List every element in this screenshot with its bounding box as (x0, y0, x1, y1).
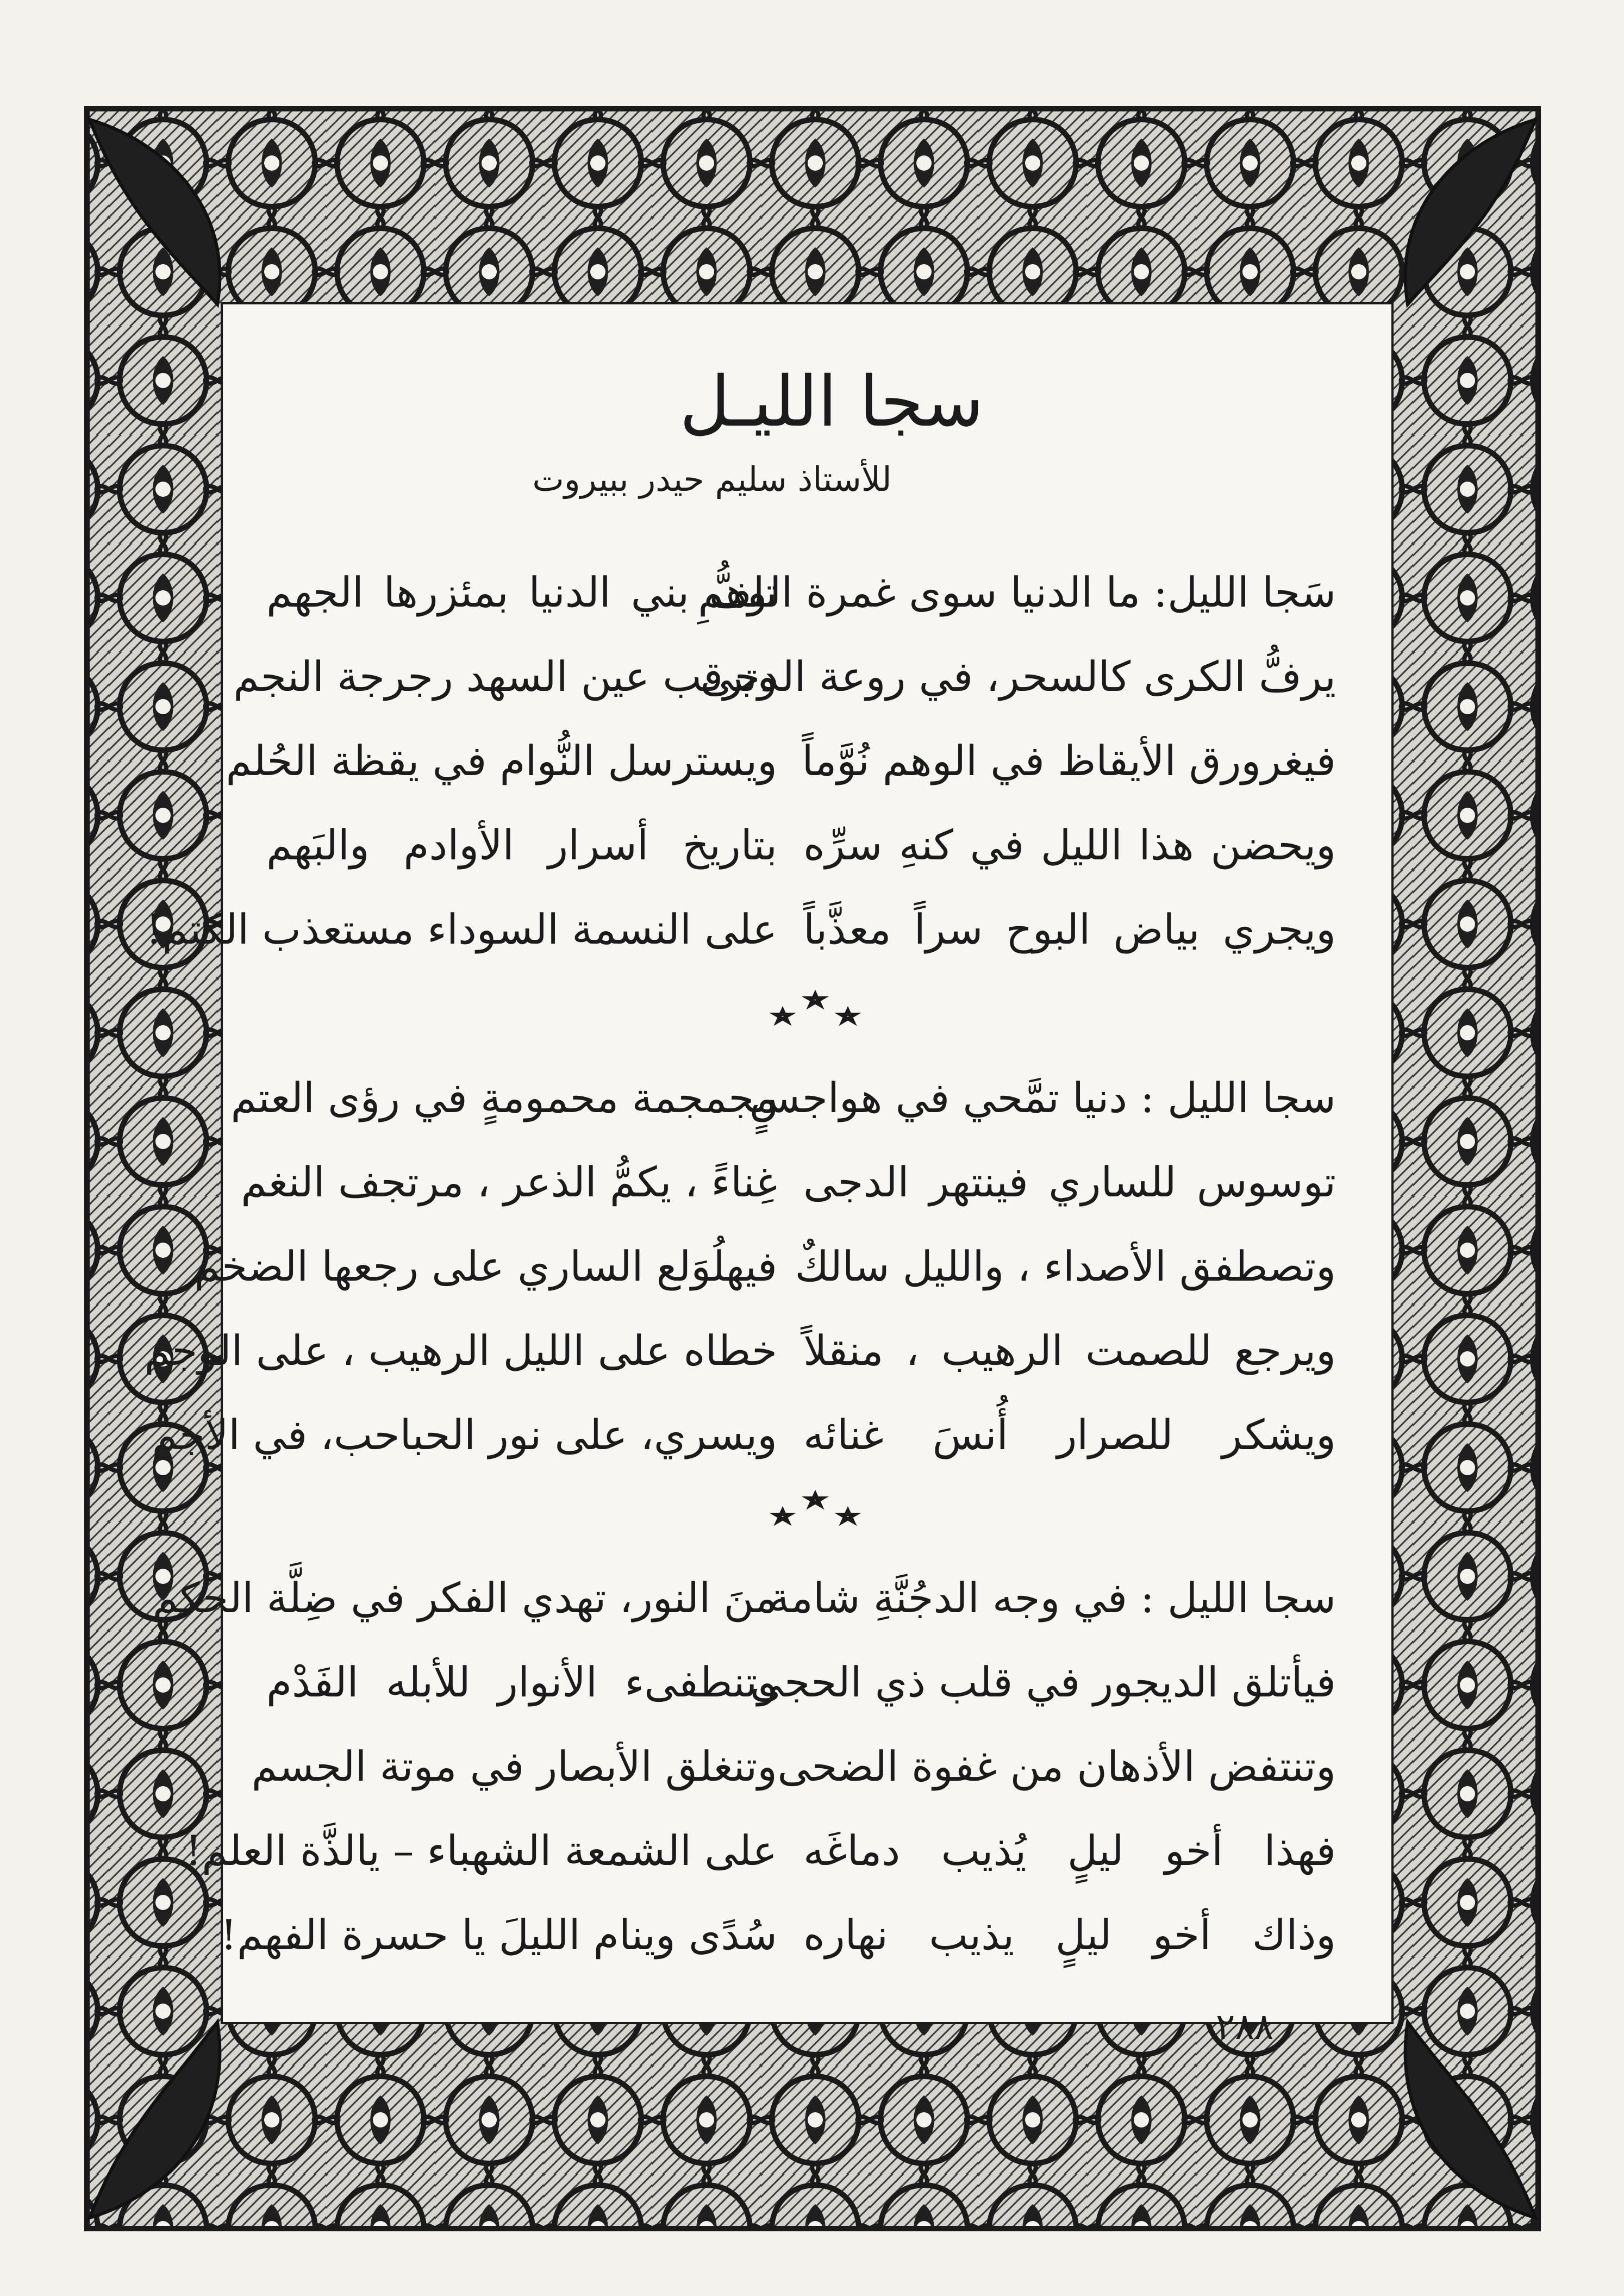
verse-left: وتنطفىء الأنوار للأبله الفَدْم (266, 1658, 777, 1706)
poem-byline: للأستاذ سليم حيدر ببيروت (532, 459, 892, 499)
page-number: ٢٨٨ (1215, 2006, 1274, 2048)
verse-left: مجمجمة محمومةٍ في رؤى العتم (230, 1074, 777, 1122)
verse-right: وذاك أخو ليلٍ يذيب نهاره (803, 1911, 1336, 1959)
verse-left: بتاريخ أسرار الأوادم والبَهم (266, 821, 777, 869)
verse-left: ويسترسل النُّوام في يقظة الحُلم (226, 737, 777, 785)
verse-right: يرفُّ الكرى كالسحر، في روعة الدجى (700, 652, 1336, 701)
stanza-divider-stars (739, 978, 880, 1044)
verse-left: سُدًى وينام الليلَ يا حسرة الفهم! (220, 1911, 777, 1959)
poem-title: سجا الليـل (679, 361, 984, 442)
verse-left: ويسري، على نور الحباحب، في الأجم (152, 1411, 777, 1459)
verse-left: وتنغلق الأبصار في موتة الجسم (251, 1742, 777, 1790)
verse-right: ويرجع للصمت الرهيب ، منقلاً (803, 1326, 1336, 1375)
verse-left: فيهلُوَلع الساري على رجعها الضخم (194, 1242, 777, 1290)
verse-right: فيغرورق الأيقاظ في الوهم نُوَّماً (802, 737, 1336, 785)
verse-left: على الشمعة الشهباء – يالذَّة العلم! (185, 1826, 777, 1875)
verse-right: ويجري بياض البوح سراً معذَّباً (803, 905, 1336, 953)
verse-left: وترقب عين السهد رجرجة النجم (233, 652, 777, 701)
verse-right: سجا الليل : دنيا تمَّحي في هواجسٍ (749, 1074, 1336, 1122)
verse-right: ويحضن هذا الليل في كنهِ سرِّه (803, 821, 1336, 869)
verse-right: فيأتلق الديجور في قلب ذي الحجى (749, 1658, 1336, 1706)
verse-right: سَجا الليل: ما الدنيا سوى غمرة الوهمِ (698, 568, 1336, 616)
verse-left: تلفُّ بني الدنيا بمئزرها الجهم (266, 568, 777, 616)
verse-left: منَ النور، تهدي الفكر في ضِلَّة الحكم (152, 1574, 777, 1622)
stanza-divider-stars (739, 1478, 880, 1544)
verse-right: وتنتفض الأذهان من غفوة الضحى (777, 1742, 1336, 1790)
verse-right: سجا الليل : في وجه الدجُنَّةِ شامة (769, 1574, 1336, 1622)
verse-right: توسوس للساري فينتهر الدجى (803, 1158, 1336, 1206)
verse-right: فهذا أخو ليلٍ يُذيب دماغَه (803, 1826, 1336, 1875)
verse-left: على النسمة السوداء مستعذب الكتم! (145, 905, 777, 953)
verse-right: وتصطفق الأصداء ، والليل سالكٌ (795, 1242, 1336, 1290)
verse-right: ويشكر للصرار أُنسَ غنائه (803, 1411, 1336, 1459)
verse-left: خطاه على الليل الرهيب ، على الوجم (144, 1326, 777, 1375)
verse-left: غِناءً ، يكمُّ الذعر ، مرتجف النغم (241, 1158, 777, 1206)
